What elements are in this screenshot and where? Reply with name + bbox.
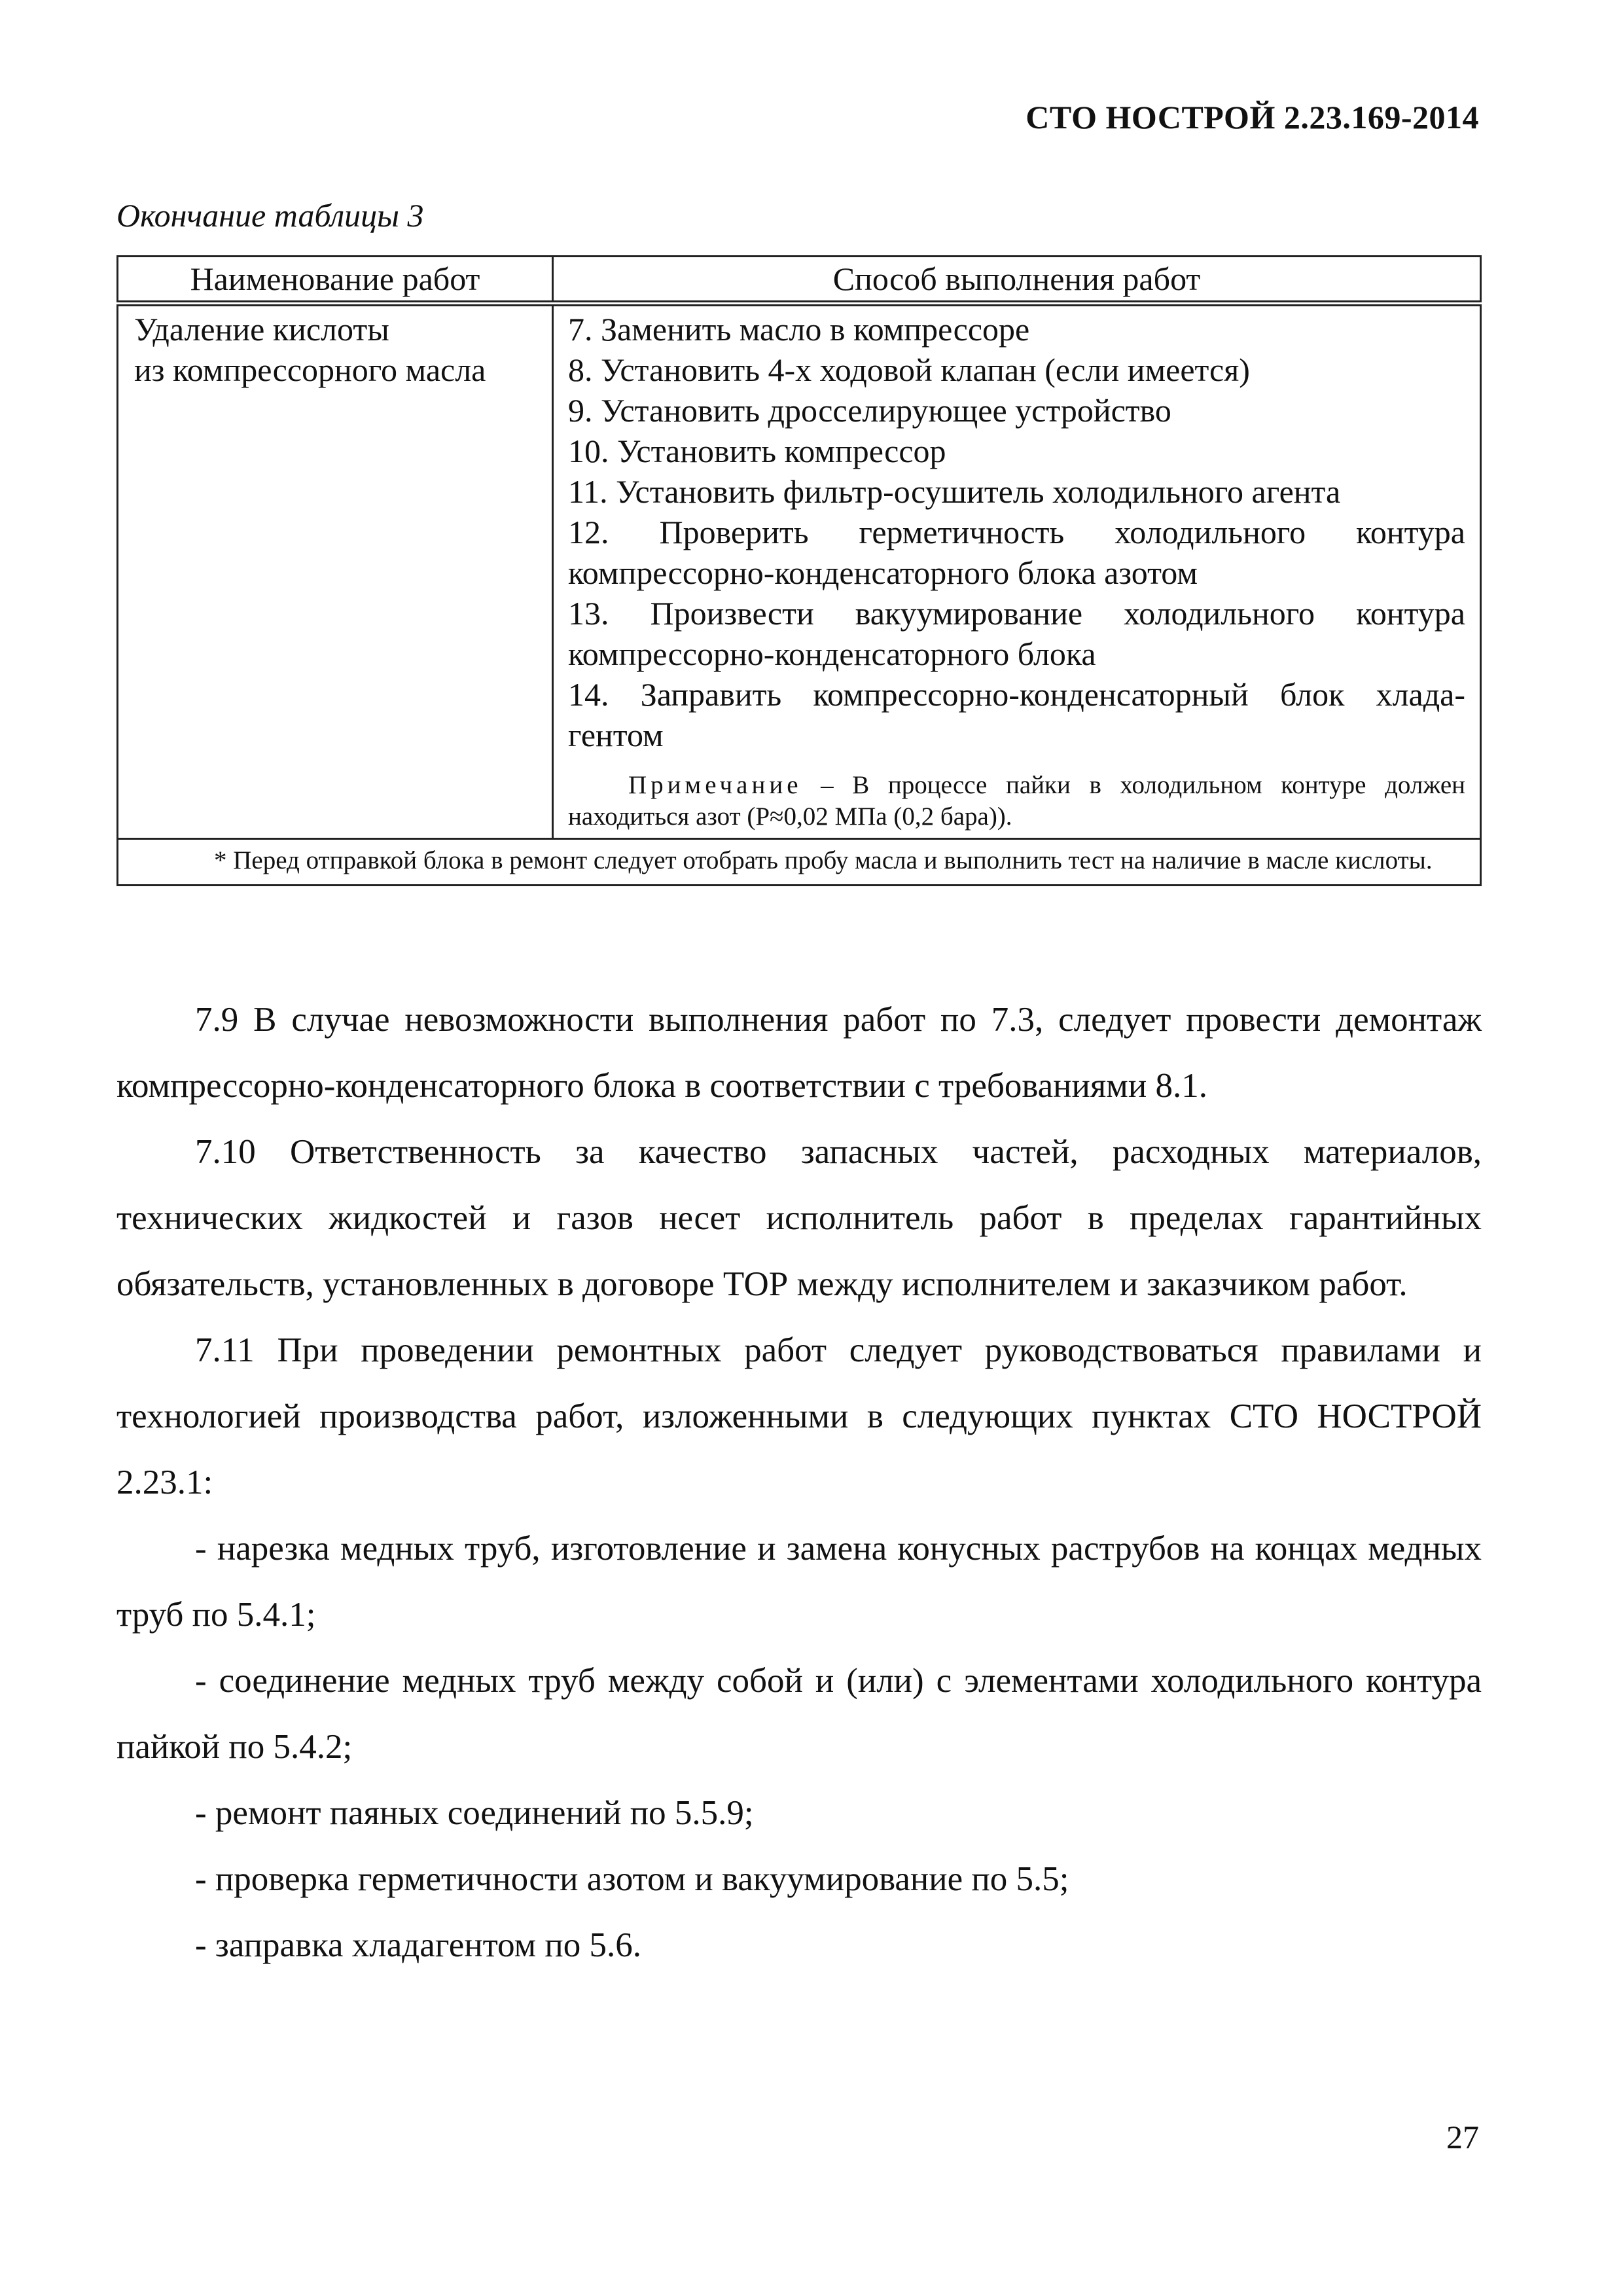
method-step: 8. Установить 4-х ходовой клапан (если имеется) xyxy=(568,351,1250,388)
method-step: 7. Заменить масло в компрессоре xyxy=(568,311,1030,348)
note-text: – В процессе пайки в холодильном контуре должен находиться азот (P≈0,02 МПа (0,2 бара)). xyxy=(568,771,1465,831)
table-row xyxy=(118,304,1481,839)
table-footnote: * Перед отправкой блока в ремонт следует отобрать пробу масла и выполнить тест на наличие в масле кислоты. xyxy=(118,839,1481,886)
method-step: 9. Установить дросселирующее устройство xyxy=(568,392,1171,429)
work-name-cell xyxy=(118,304,553,839)
note-label: Примечание xyxy=(628,771,802,799)
column-header-method: Способ выполнения работ xyxy=(553,257,1481,304)
paragraph-7-11: 7.11 При проведении ремонтных работ следует руководствоваться правилами и технологией производства работ, изложенными в следующих пунктах СТО НОСТРОЙ 2.23.1: xyxy=(116,1331,1482,1501)
column-header-work-name: Наименование работ xyxy=(118,257,553,304)
page-number: 27 xyxy=(1446,2119,1479,2155)
table-note xyxy=(568,770,1465,833)
method-step: 10. Установить компрессор xyxy=(568,433,946,469)
list-item: - нарезка медных труб, изготовление и замена конусных раструбов на концах медных труб по 5.4.1; xyxy=(116,1530,1482,1634)
document-code-header: СТО НОСТРОЙ 2.23.169-2014 xyxy=(1026,99,1479,135)
paragraph-7-9: 7.9 В случае невозможности выполнения работ по 7.3, следует провести демонтаж компрессорно-конденсаторного блока в соответствии с требованиями 8.1. xyxy=(116,1001,1482,1105)
work-name-line: Удаление кислоты xyxy=(134,311,389,348)
table-header-row xyxy=(118,257,1481,304)
body-text xyxy=(116,987,1482,1979)
method-step: 13. Произвести вакуумирование холодильного контура компрессорно-конденсаторного блока xyxy=(568,595,1465,672)
works-table xyxy=(116,255,1482,886)
method-cell xyxy=(553,304,1481,839)
footnote-row xyxy=(118,839,1481,886)
work-name-line: из компрессорного масла xyxy=(134,351,486,388)
table-caption: Окончание таблицы 3 xyxy=(116,197,424,234)
list-item: - ремонт паяных соединений по 5.5.9; xyxy=(195,1794,754,1832)
list-item: - заправка хладагентом по 5.6. xyxy=(195,1926,642,1964)
method-step: 12. Проверить герметичность холодильного контура компрессорно-конденсаторного блока азотом xyxy=(568,514,1465,591)
paragraph-7-10: 7.10 Ответственность за качество запасных частей, расходных материалов, технических жидкостей и газов несет исполнитель работ в пределах гарантийных обязательств, установленных в договоре ТОР между исполнителем и заказчиком работ. xyxy=(116,1133,1482,1303)
list-item: - проверка герметичности азотом и вакуумирование по 5.5; xyxy=(195,1860,1069,1898)
list-item: - соединение медных труб между собой и (или) с элементами холодильного контура пайкой по 5.4.2; xyxy=(116,1662,1482,1766)
method-step: 11. Установить фильтр-осушитель холодильного агента xyxy=(568,473,1341,510)
method-step: 14. Заправить компрессорно-конденсаторный блок хлада-гентом xyxy=(568,676,1465,753)
